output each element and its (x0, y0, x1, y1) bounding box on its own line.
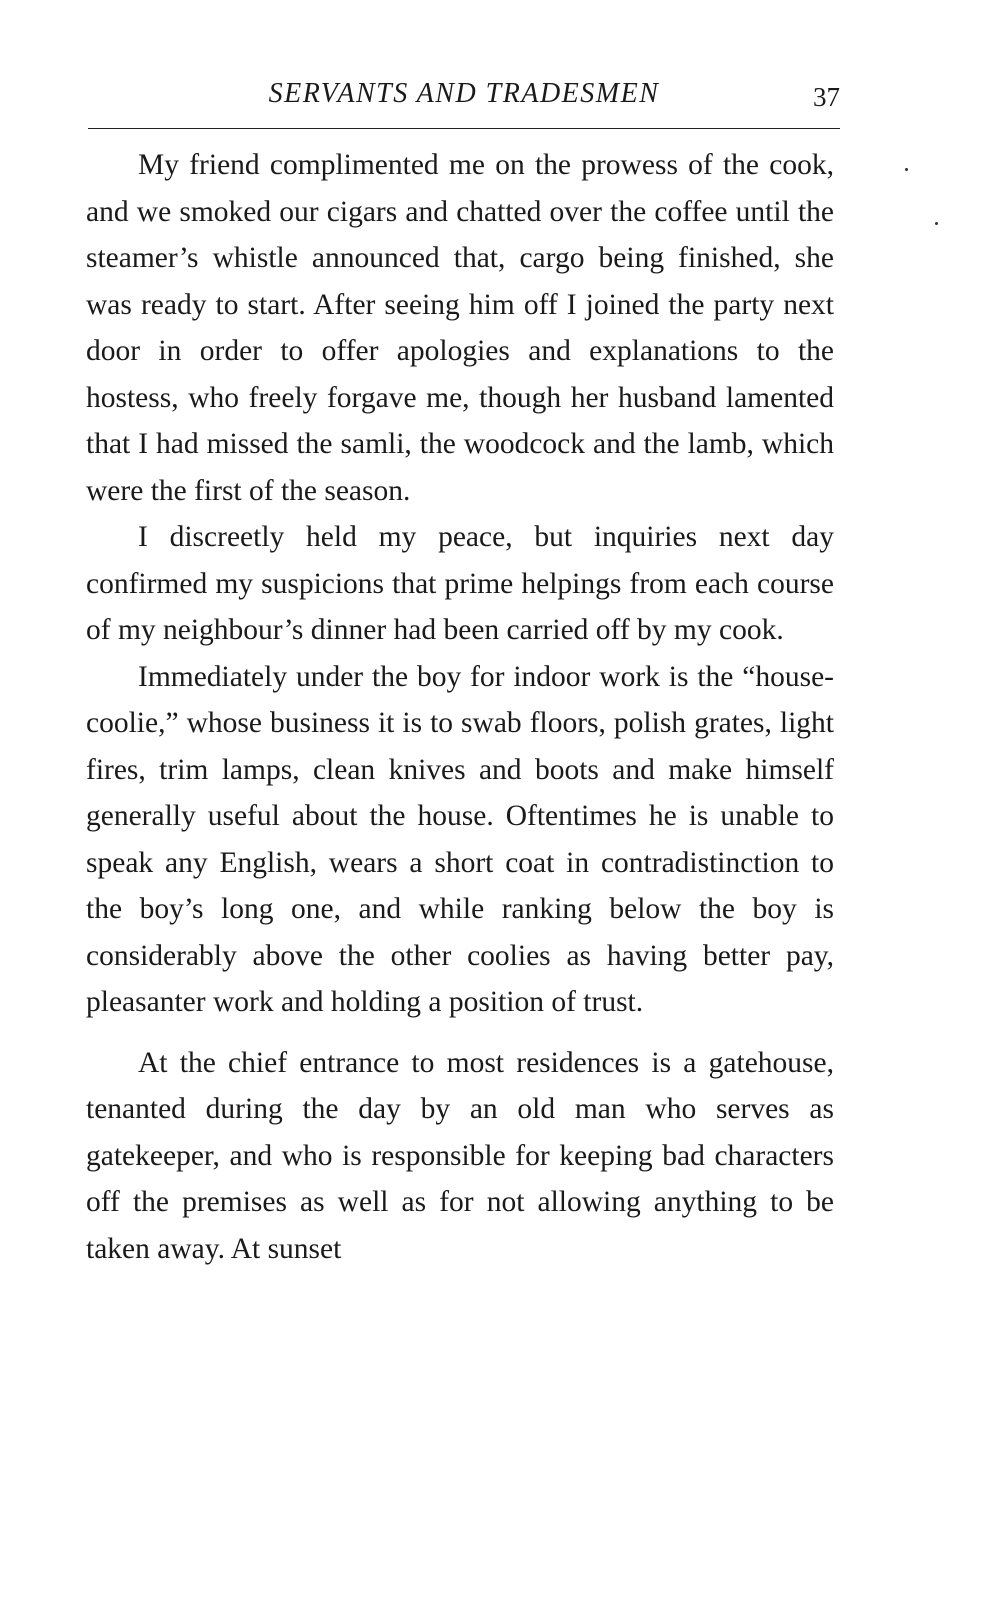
running-head: SERVANTS AND TRADESMEN (268, 78, 660, 109)
margin-speck (905, 168, 908, 171)
page-number: 37 (813, 82, 840, 112)
paragraph-2: I discreetly held my peace, but inquiries next day confirmed my suspicions that prime helpings from each course of my neighbour’s dinner had been carried off by my cook. (86, 521, 834, 646)
paragraph-1: My friend complimented me on the prowess of the cook, and we smoked our cigars and chatted over the coffee until the steamer’s whistle announced that, cargo being finished, she was ready to start. After seeing him off I joined the party next door in order to offer apologies and explanations to the hostess, who freely forgave me, though her husband lamented that I had missed the samli, the woodcock and the lamb, which were the first of the season. (86, 149, 834, 507)
margin-speck (935, 222, 938, 225)
body-text (86, 142, 834, 1272)
page-header (88, 78, 840, 118)
header-rule (88, 128, 840, 129)
paragraph-4: At the chief entrance to most residences is a gatehouse, tenanted during the day by an old man who serves as gatekeeper, and who is responsible for keeping bad characters off the premises as well as for not allowing anything to be taken away. At sunset (86, 1046, 834, 1265)
paragraph-3: Immediately under the boy for indoor work is the “house-coolie,” whose business it is to swab floors, polish grates, light fires, trim lamps, clean knives and boots and make himself generally useful about the house. Oftentimes he is unable to speak any English, wears a short coat in contradistinction to the boy’s long one, and while ranking below the boy is considerably above the other coolies as having better pay, pleasanter work and holding a position of trust. (86, 660, 834, 1018)
